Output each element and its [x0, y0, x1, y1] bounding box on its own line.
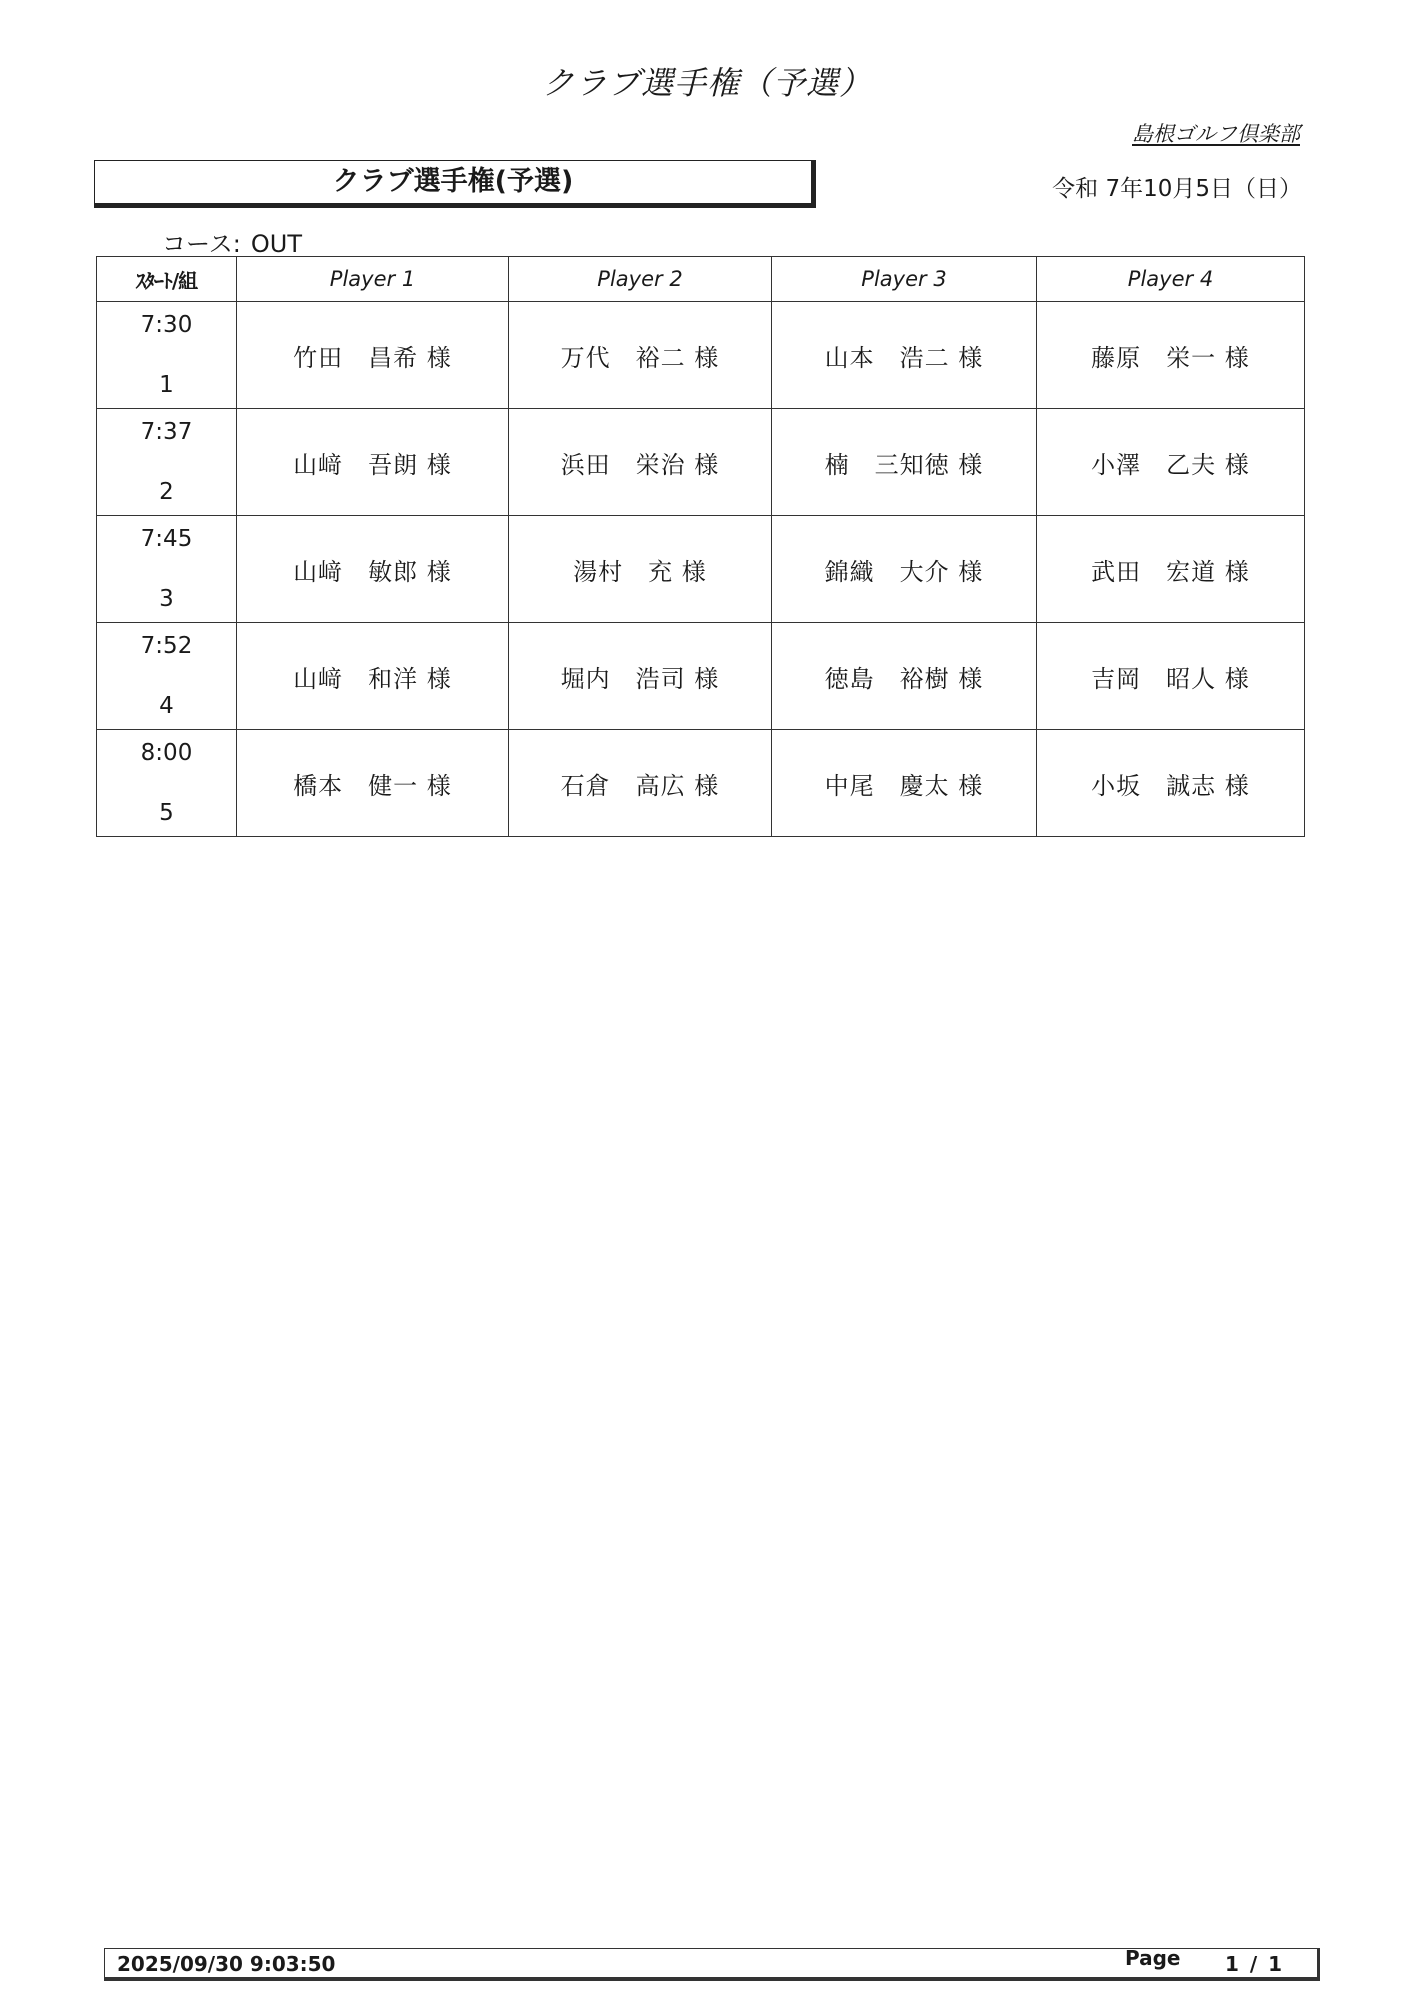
player-cell — [1037, 730, 1305, 837]
event-date: 令和 7年10月5日（日） — [1052, 176, 1302, 202]
start-cell — [97, 409, 237, 516]
group-number: 4 — [159, 693, 174, 719]
group-number: 5 — [159, 800, 174, 826]
course-line — [162, 224, 302, 259]
player-name: 堀内 浩司 様 — [560, 664, 720, 693]
player-cell — [1037, 623, 1305, 730]
organization-name: 島根ゴルフ倶楽部 — [1132, 122, 1300, 146]
player-cell — [772, 516, 1037, 623]
player-cell — [237, 516, 509, 623]
start-time: 7:52 — [140, 633, 193, 659]
player-name: 石倉 高広 様 — [560, 771, 720, 800]
start-cell — [97, 623, 237, 730]
player-name: 藤原 栄一 様 — [1091, 343, 1250, 372]
print-timestamp: 2025/09/30 9:03:50 — [117, 1952, 336, 1976]
course-value: OUT — [250, 230, 303, 258]
player-name: 錦織 大介 様 — [824, 557, 984, 586]
player-name: 浜田 栄治 様 — [560, 450, 720, 479]
player-name: 山﨑 和洋 様 — [293, 664, 452, 693]
player-cell — [509, 623, 772, 730]
player-name: 小澤 乙夫 様 — [1091, 450, 1250, 479]
player-cell — [509, 302, 772, 409]
header-player-4: Player 4 — [1037, 257, 1305, 302]
player-cell — [237, 409, 509, 516]
player-cell — [237, 623, 509, 730]
print-footer — [104, 1948, 1320, 1981]
player-name: 吉岡 昭人 様 — [1091, 664, 1250, 693]
player-cell — [237, 302, 509, 409]
table-row — [97, 730, 1305, 837]
document-title: クラブ選手権（予選） — [541, 64, 872, 102]
player-name: 楠 三知徳 様 — [824, 450, 984, 479]
group-number: 1 — [159, 372, 174, 398]
player-cell — [509, 516, 772, 623]
table-row — [97, 302, 1305, 409]
table-row — [97, 623, 1305, 730]
event-title-box — [94, 160, 816, 208]
page-number: 1 / 1 — [1225, 1952, 1285, 1976]
start-cell — [97, 516, 237, 623]
player-cell — [237, 730, 509, 837]
player-name: 山本 浩二 様 — [824, 343, 984, 372]
start-time: 7:37 — [140, 419, 193, 445]
start-cell — [97, 730, 237, 837]
player-cell — [509, 409, 772, 516]
player-cell — [1037, 409, 1305, 516]
page-label: Page — [1125, 1946, 1181, 1970]
player-name: 山﨑 敏郎 様 — [293, 557, 452, 586]
start-time-table — [96, 256, 1305, 837]
player-cell — [509, 730, 772, 837]
player-name: 橋本 健一 様 — [293, 771, 452, 800]
header-player-1: Player 1 — [237, 257, 509, 302]
start-time: 8:00 — [140, 740, 193, 766]
player-name: 山﨑 吾朗 様 — [293, 450, 452, 479]
start-time: 7:45 — [140, 526, 193, 552]
table-row — [97, 516, 1305, 623]
player-name: 徳島 裕樹 様 — [824, 664, 984, 693]
group-number: 3 — [159, 586, 174, 612]
event-title: クラブ選手権(予選) — [332, 166, 574, 197]
course-label: コース: — [162, 230, 241, 258]
player-name: 万代 裕二 様 — [560, 343, 720, 372]
group-number: 2 — [159, 479, 174, 505]
table-header-row — [97, 257, 1305, 302]
player-cell — [1037, 302, 1305, 409]
header-start-group: ｽﾀｰﾄ/組 — [97, 257, 237, 302]
player-cell — [1037, 516, 1305, 623]
player-name: 湯村 充 様 — [573, 557, 707, 586]
player-name: 武田 宏道 様 — [1091, 557, 1250, 586]
header-player-3: Player 3 — [772, 257, 1037, 302]
player-name: 小坂 誠志 様 — [1091, 771, 1250, 800]
start-time: 7:30 — [140, 312, 193, 338]
header-player-2: Player 2 — [509, 257, 772, 302]
player-cell — [772, 302, 1037, 409]
player-name: 竹田 昌希 様 — [293, 343, 452, 372]
table-row — [97, 409, 1305, 516]
player-name: 中尾 慶太 様 — [824, 771, 984, 800]
player-cell — [772, 623, 1037, 730]
player-cell — [772, 730, 1037, 837]
player-cell — [772, 409, 1037, 516]
start-cell — [97, 302, 237, 409]
